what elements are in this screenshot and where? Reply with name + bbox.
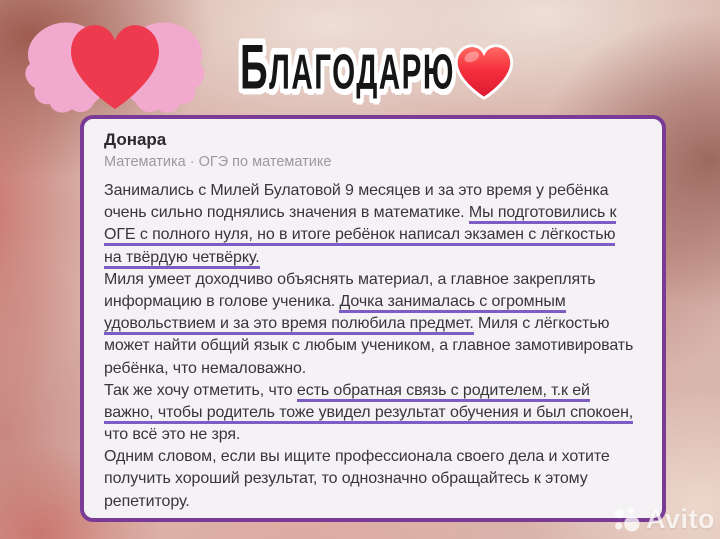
- thank-you-sticker: [240, 32, 550, 108]
- review-text-underlined: на твёрдую четвёрку.: [104, 249, 260, 269]
- review-text-underlined: удовольствием и за это время полюбила предмет.: [104, 315, 474, 335]
- review-line: [104, 180, 648, 202]
- review-text-segment: репетитору.: [104, 492, 190, 510]
- review-text-underlined: Мы подготовились к: [469, 204, 617, 224]
- avito-watermark: [611, 504, 715, 535]
- review-line: [104, 380, 648, 402]
- review-line: [104, 446, 648, 468]
- review-subject: Математика · ОГЭ по математике: [104, 154, 332, 170]
- review-line: [104, 313, 648, 335]
- review-line: [104, 402, 648, 424]
- review-text-segment: очень сильно поднялись значения в математике.: [104, 204, 469, 222]
- review-line: [104, 224, 648, 246]
- review-text-segment: Миля умеет доходчиво объяснять материал, а главное закреплять: [104, 270, 596, 288]
- review-text-underlined: есть обратная связь с родителем, т.к ей: [297, 382, 590, 402]
- review-text-underlined: важно, чтобы родитель тоже увидел результат обучения и был спокоен,: [104, 404, 633, 424]
- winged-heart-icon: [15, 12, 215, 117]
- review-text-underlined: ОГЕ с полного нуля, но в итоге ребёнок написал экзамен с лёгкостью: [104, 226, 615, 246]
- review-line: [104, 247, 648, 269]
- review-card: [80, 115, 666, 522]
- review-text-segment: получить хороший результат, то однозначно обращайтесь к этому: [104, 470, 588, 488]
- review-text-segment: Миля с лёгкостью: [473, 315, 610, 333]
- review-line: [104, 269, 648, 291]
- avito-wordmark: Avito: [646, 504, 715, 534]
- review-line: [104, 491, 648, 513]
- review-text-segment: информацию в голове ученика.: [104, 292, 340, 310]
- thank-you-title: БЛАГОДАРЮ: [240, 32, 455, 103]
- review-text-segment: Занимались с Милей Булатовой 9 месяцев и за это время у ребёнка: [104, 182, 609, 199]
- review-text-segment: что всё это не зря.: [104, 426, 241, 444]
- review-line: [104, 468, 648, 490]
- review-line: [104, 335, 648, 357]
- review-text-segment: Одним словом, если вы ищите профессионала своего дела и хотите: [104, 448, 610, 466]
- review-text-segment: Так же хочу отметить, что: [104, 381, 297, 399]
- review-text: [104, 180, 648, 513]
- review-text-segment: ребёнка, что немаловажно.: [104, 359, 307, 377]
- review-line: [104, 291, 648, 313]
- review-text-segment: может найти общий язык с любым учеником, а главное замотивировать: [104, 337, 634, 355]
- review-line: [104, 424, 648, 446]
- review-line: [104, 358, 648, 380]
- red-heart-emoji-icon: [452, 40, 516, 102]
- review-text-underlined: Дочка занималась с огромным: [339, 293, 565, 313]
- review-line: [104, 202, 648, 224]
- avito-logo-icon: [611, 505, 643, 535]
- review-author-name: Донара: [104, 130, 167, 149]
